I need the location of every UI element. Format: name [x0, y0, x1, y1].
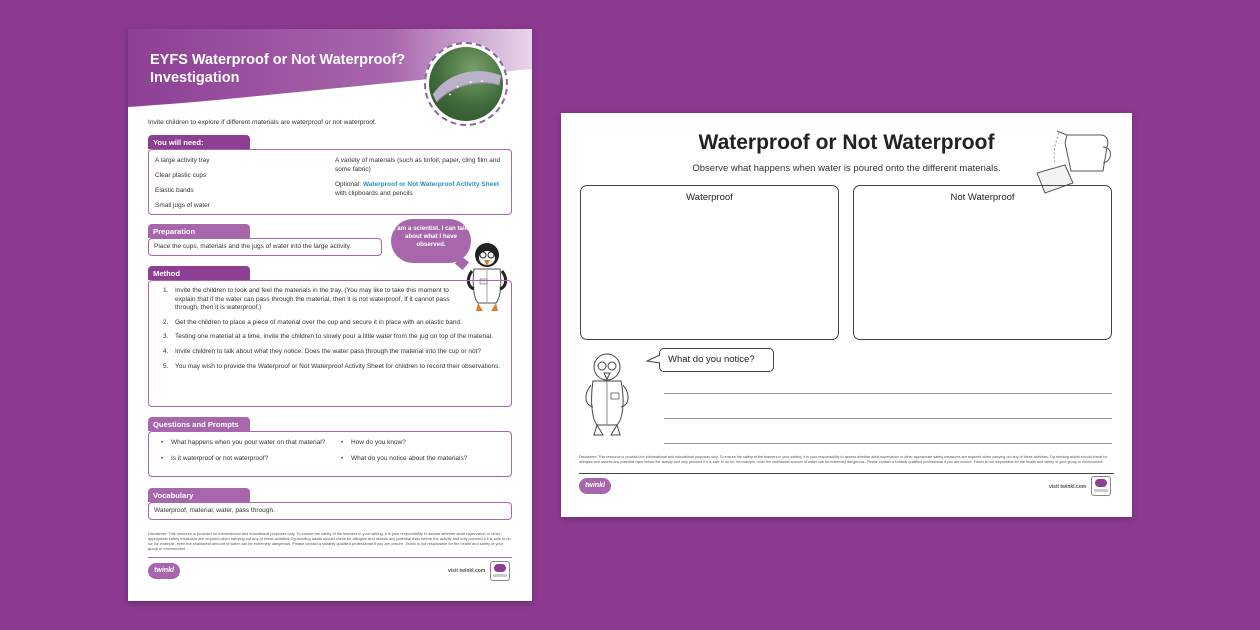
- question-item: • What do you notice about the materials?: [341, 455, 468, 462]
- waterproof-box[interactable]: [580, 185, 839, 340]
- sheet-title: EYFS Waterproof or Not Waterproof? Investigation: [150, 52, 406, 86]
- speech-bubble: I am a scientist. I can talk about what I have observed.: [391, 219, 471, 263]
- preparation-box: [148, 238, 382, 256]
- optional-suffix: with clipboards and pencils: [335, 190, 413, 197]
- need-list-right: [335, 156, 507, 204]
- writing-line[interactable]: [664, 393, 1112, 394]
- method-step: 2. Get the children to place a piece of material over the cup and secure it in place with an elastic band.: [163, 318, 462, 326]
- optional-prefix: Optional:: [335, 181, 362, 188]
- quality-badge-icon: [490, 561, 510, 581]
- vocabulary-box: [148, 502, 512, 520]
- activity-sheet-link[interactable]: Waterproof or Not Waterproof Activity Sheet: [362, 181, 499, 188]
- preparation-text: Place the cups, materials and the jugs of water into the large activity.: [154, 243, 352, 250]
- questions-heading: Questions and Prompts: [148, 417, 250, 431]
- questions-list-left: [161, 438, 326, 470]
- visit-link[interactable]: visit twinkl.com: [448, 568, 486, 574]
- waterproof-label: Waterproof: [686, 192, 733, 203]
- preparation-heading: Preparation: [148, 224, 250, 238]
- question-item: • How do you know?: [341, 439, 406, 446]
- question-item: • Is it waterproof or not waterproof?: [161, 455, 269, 462]
- quality-badge-icon: [1091, 476, 1111, 496]
- list-item: A variety of materials (such as tinfoil, paper, cling film and some fabric): [335, 157, 501, 173]
- method-heading: Method: [148, 266, 250, 280]
- method-step: 1. Invite the children to look and feel the materials in the tray. (You may like to take this moment to explain that if the water can pass through the material, then it is not waterproof. If it cannot pass through, then it is waterproof.): [163, 287, 450, 312]
- questions-list-right: [341, 438, 506, 470]
- list-item: Elastic bands: [155, 187, 194, 194]
- intro-text: Invite children to explore if different materials are waterproof or not waterproof.: [148, 119, 377, 126]
- umbrella-icon: [429, 47, 503, 121]
- puffin-outline-icon: [577, 349, 643, 445]
- footer-divider: [579, 473, 1114, 474]
- list-item: A large activity tray: [155, 157, 210, 164]
- not-waterproof-label: Not Waterproof: [950, 192, 1015, 203]
- planning-sheet: [128, 29, 532, 601]
- question-item: • What happens when you pour water on that material?: [161, 439, 326, 446]
- you-will-need-heading: You will need:: [148, 135, 250, 149]
- vocabulary-text: Waterproof, material, water, pass through.: [154, 507, 275, 514]
- twinkl-logo: twinkl: [579, 478, 611, 494]
- method-box: [148, 280, 512, 407]
- questions-box: [148, 431, 512, 477]
- visit-link[interactable]: visit twinkl.com: [1049, 484, 1087, 490]
- list-item: Small jugs of water: [155, 202, 210, 209]
- disclaimer: Disclaimer: This resource is provided for informational and educational purposes only. To ensure the safety of the learners in your setting, it is your responsibility to assess whether adult supervision or other appropriate safety measures are required when carrying out any of these activities.Og-minding adults should check for allergies and assess any potential risks before the activity and only proceed if it is safe to do so; for example, even the shallowest amount of water can be extremely dangerous. Please contact a suitably qualified professional if you are unsure. Twinkl is not responsible for the health and safety of your group or environment.: [148, 531, 511, 551]
- activity-title: Waterproof or Not Waterproof: [698, 131, 995, 154]
- list-item: Clear plastic cups: [155, 172, 207, 179]
- notice-bubble: What do you notice?: [659, 348, 774, 372]
- optional-item: [335, 180, 507, 198]
- method-step: 3. Testing one material at a time, invite the children to slowly pour a little water from the jug on top of the material.: [163, 333, 493, 341]
- method-steps: [163, 287, 505, 377]
- method-step: 4. Invite children to talk about what they notice. Does the water pass through the material into the cup or not?: [163, 347, 482, 355]
- need-list-left: [155, 156, 325, 216]
- twinkl-logo: twinkl: [148, 563, 180, 579]
- umbrella-photo: [424, 42, 508, 126]
- writing-line[interactable]: [664, 443, 1112, 444]
- disclaimer: Disclaimer: This resource is provided for informational and educational purposes only. To ensure the safety of the learners in your setting, it is your responsibility to assess whether adult supervision or other appropriate safety measures are required when carrying out any of these activities. Og-minding adults should check for allergies and assess any potential risks before the activity and only proceed if it is safe to do so; for example, even the shallowest amount of water can be extremely dangerous. Please contact a suitably qualified professional if you are unsure. Twinkl is not responsible for the health and safety of your group or environment.: [579, 455, 1108, 464]
- not-waterproof-box[interactable]: [853, 185, 1112, 340]
- footer-divider: [148, 557, 512, 558]
- vocabulary-heading: Vocabulary: [148, 488, 250, 502]
- writing-line[interactable]: [664, 418, 1112, 419]
- you-will-need-box: [148, 149, 512, 215]
- activity-sheet: [561, 113, 1132, 517]
- activity-subtitle: Observe what happens when water is poured onto the different materials.: [692, 163, 1001, 174]
- method-step: 5. You may wish to provide the Waterproof or Not Waterproof Activity Sheet for children to record their observations.: [163, 362, 501, 370]
- bubble-tail: [645, 353, 661, 367]
